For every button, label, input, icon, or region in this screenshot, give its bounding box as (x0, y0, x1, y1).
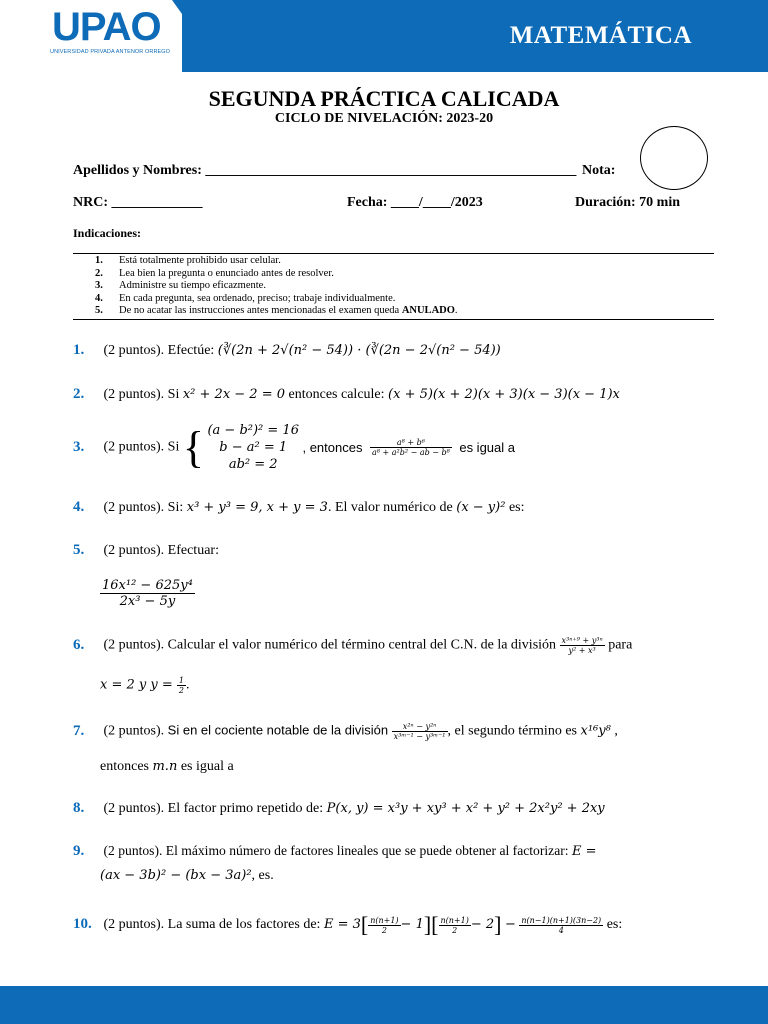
instruction-number: 4. (95, 292, 103, 304)
question-text: (2 puntos). Efectúe: (103, 343, 215, 358)
question-math: (∛(2n + 2√(n² − 54)) · (∛(2n − 2√(n² − 54)) (217, 343, 501, 358)
question-math: E = (572, 844, 597, 859)
question-fraction (100, 578, 195, 609)
question-text: para (608, 637, 633, 653)
question-number: 2. (73, 386, 85, 402)
instructions-list (95, 255, 458, 318)
question-number: 3. (73, 439, 85, 455)
question-text: , es. (251, 868, 274, 883)
question-number: 9. (73, 843, 85, 859)
instruction-number: 3. (95, 280, 103, 291)
question-text: es igual a (180, 759, 234, 774)
exam-subtitle: CICLO DE NIVELACIÓN: 2023-20 (274, 111, 494, 126)
question-text: . (185, 677, 190, 693)
left-bracket: [ (360, 912, 369, 937)
instruction-number: 1. (95, 255, 103, 266)
instruction-text: Está totalmente prohibido usar celular. (119, 255, 281, 266)
header-bar (0, 0, 768, 72)
question-text: , entonces (302, 440, 363, 455)
question-fraction (370, 438, 452, 457)
question-text: (2 puntos). La suma de los factores de: (103, 917, 321, 933)
fraction-denominator: 4 (558, 925, 564, 935)
question-number: 5. (73, 542, 85, 558)
footer-bar (0, 986, 768, 1024)
instructions-top-rule (73, 253, 714, 254)
question-text: entonces calcule: (288, 387, 385, 402)
question-math: (x + 5)(x + 2)(x + 3)(x − 3)(x − 1)x (388, 387, 620, 402)
date-field: Fecha: ____/____/2023 (347, 195, 483, 210)
instruction-text: En cada pregunta, sea ordenado, preciso; trabaje individualmente. (119, 292, 396, 304)
instruction-text: Administre su tiempo eficazmente. (119, 280, 266, 291)
system-equation: b − a² = 1 (219, 440, 288, 455)
question-6 (73, 636, 632, 655)
question-number: 8. (73, 800, 85, 816)
fraction-numerator: n(n+1) (370, 915, 399, 925)
question-number: 7. (73, 722, 85, 739)
instructions-label: Indicaciones: (73, 226, 142, 240)
question-number: 6. (73, 636, 85, 653)
question-2 (73, 386, 620, 403)
right-bracket: ] (494, 912, 502, 937)
system-equation: ab² = 2 (228, 457, 278, 472)
question-9-line2 (100, 868, 274, 884)
system-equation: (a − b²)² = 16 (207, 423, 299, 438)
instructions-bottom-rule (73, 319, 714, 320)
question-text: (2 puntos). Si (103, 439, 180, 455)
question-6-line2 (100, 676, 189, 695)
question-text: es: (508, 500, 525, 515)
instruction-item (95, 305, 458, 318)
question-text: (2 puntos). Si: (103, 500, 184, 515)
fraction-denominator: 2 (381, 925, 387, 935)
question-text: , el segundo término es (447, 723, 577, 739)
question-number: 1. (73, 342, 85, 358)
fraction-denominator: y² + x³ (568, 646, 596, 655)
instruction-number: 2. (95, 267, 103, 279)
question-math: x³ + y³ = 9, x + y = 3 (186, 500, 328, 515)
question-math: x¹⁶y⁸ (580, 723, 611, 739)
minus-sign: − (504, 917, 516, 933)
fraction-denominator: a⁸ + a²b² − ab − b⁸ (371, 448, 450, 457)
question-text: entonces (100, 759, 149, 774)
question-text: (2 puntos). El máximo número de factores lineales que se puede obtener al factorizar: (103, 843, 569, 858)
question-fraction (368, 916, 400, 935)
instruction-text: Lea bien la pregunta o enunciado antes de resolver. (119, 267, 334, 279)
instruction-item (95, 280, 458, 293)
question-math: P(x, y) = x³y + xy³ + x² + y² + 2x²y² + 2xy (326, 801, 605, 816)
fraction-numerator: n(n+1) (440, 915, 469, 925)
fraction-numerator: n(n−1)(n+1)(3n−2) (521, 915, 602, 925)
question-text: , (614, 723, 618, 739)
fraction-denominator: 2 (452, 925, 458, 935)
question-text: es: (606, 917, 623, 933)
question-text: Si en el cociente notable de la división (167, 722, 389, 738)
fraction-denominator: 2x³ − 5y (119, 594, 176, 609)
question-fraction (392, 722, 448, 741)
question-text: (2 puntos). Si (103, 387, 180, 402)
question-8 (73, 800, 605, 817)
question-text: . El valor numérico de (327, 500, 453, 515)
fraction-denominator: x³ᵐ⁻¹ − y³ᵐ⁻¹ (393, 732, 446, 741)
minus-two: − 2 (470, 917, 495, 933)
question-7 (73, 722, 618, 741)
instruction-end: . (454, 305, 458, 316)
question-5-expression (100, 578, 195, 609)
logo-subtitle: UNIVERSIDAD PRIVADA ANTENOR ORREGO (50, 49, 171, 55)
question-number: 4. (73, 499, 85, 515)
minus-one: − 1 (400, 917, 424, 933)
question-math: (x − y)² (456, 500, 506, 515)
fraction-numerator: 1 (178, 676, 184, 685)
question-number: 10. (73, 916, 92, 933)
left-bracket: [ (431, 912, 439, 937)
question-3 (73, 422, 515, 473)
fraction-denominator: 2 (178, 686, 184, 695)
question-fraction (439, 916, 471, 935)
question-fraction (177, 676, 186, 695)
instruction-item (95, 255, 458, 268)
exam-title: SEGUNDA PRÁCTICA CALICADA (208, 86, 560, 111)
question-4 (73, 499, 525, 516)
instruction-number: 5. (95, 305, 103, 316)
question-text: (2 puntos). Efectuar: (103, 543, 219, 558)
logo-text: UPAO (52, 5, 161, 49)
question-math: m.n (152, 759, 178, 774)
equation-system (207, 422, 299, 473)
name-field: Apellidos y Nombres: _____________________________________________________ (73, 163, 577, 178)
fraction-numerator: x³ⁿ⁺⁹ + y³ⁿ (561, 636, 603, 645)
question-9 (73, 843, 597, 860)
system-brace: { (182, 422, 204, 472)
fraction-numerator: x²ⁿ − y²ⁿ (392, 722, 448, 732)
instruction-text: De no acatar las instrucciones antes mencionadas el examen queda (119, 305, 400, 316)
question-text: es igual a (459, 440, 515, 455)
instruction-emphasis: ANULADO (401, 305, 455, 316)
fraction-numerator: 16x¹² − 625y⁴ (102, 578, 193, 593)
question-10 (73, 912, 622, 938)
subject-title: MATEMÁTICA (509, 22, 692, 49)
question-fraction (560, 636, 605, 655)
question-1 (73, 342, 501, 359)
instruction-item (95, 268, 458, 281)
question-text: (2 puntos). Calcular el valor numérico del término central del C.N. de la división (103, 637, 557, 653)
question-math: (ax − 3b)² − (bx − 3a)² (100, 868, 252, 883)
grade-label: Nota: (582, 163, 616, 178)
question-7-line2 (100, 759, 234, 775)
logo-corner-decoration (172, 0, 182, 14)
instruction-item (95, 293, 458, 306)
nrc-field: NRC: _____________ (73, 195, 203, 210)
question-math: x = 2 y y = (100, 677, 177, 693)
duration-field: Duración: 70 min (575, 195, 680, 210)
fraction-numerator: a⁸ + b⁶ (370, 438, 452, 448)
question-fraction (519, 916, 603, 935)
grade-circle (640, 126, 708, 190)
question-math: x² + 2x − 2 = 0 (182, 387, 286, 402)
question-math: E = 3 (323, 917, 361, 933)
question-text: (2 puntos). El factor primo repetido de: (103, 801, 324, 816)
question-text: (2 puntos). (103, 723, 165, 739)
question-5 (73, 542, 219, 559)
university-logo (0, 0, 182, 72)
right-bracket: ] (423, 912, 432, 937)
